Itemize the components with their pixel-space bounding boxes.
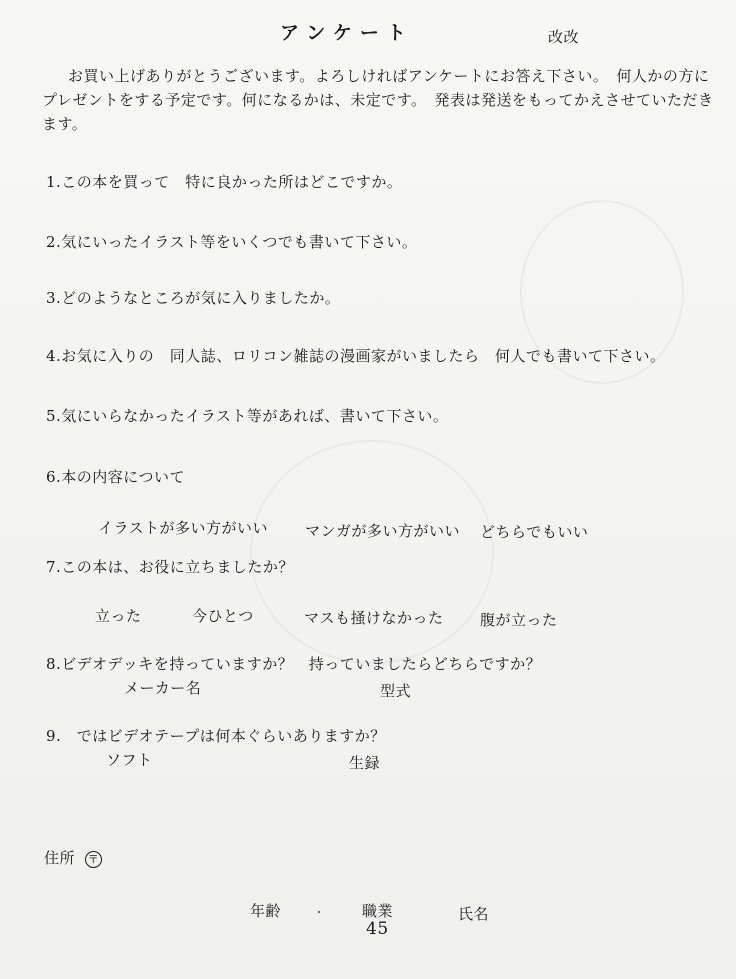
question-9: 9. ではビデオテープは何本ぐらいありますか？: [46, 727, 386, 745]
question-5: 5.気にいらなかったイラスト等があれば、書いて下さい。: [46, 407, 449, 425]
field-label-model: 型式: [380, 682, 412, 700]
field-label-recording: 生録: [349, 754, 381, 772]
field-label-soft: ソフト: [106, 751, 153, 769]
intro-paragraph: お買い上げありがとうございます。よろしければアンケートにお答え下さい。 何人かの方にプレゼントをする予定です。何になるかは、未定です。 発表は発送をもってかえさせていただきます。: [42, 67, 714, 133]
question-3: 3.どのようなところが気に入りましたか。: [46, 289, 341, 307]
question-1: 1.この本を買って 特に良かった所はどこですか。: [46, 173, 403, 191]
name-label: 氏名: [458, 905, 490, 923]
question-6: 6.本の内容について: [46, 468, 186, 486]
postal-mark-icon: 〒: [85, 851, 102, 868]
dot-mark: [318, 911, 320, 913]
question-4: 4.お気に入りの 同人誌、ロリコン雑誌の漫画家がいましたら 何人でも書いて下さい。: [46, 347, 666, 365]
option-more-manga[interactable]: マンガが多い方がいい: [305, 522, 461, 540]
show-through-shape: [250, 440, 494, 664]
option-so-so[interactable]: 今ひとつ: [192, 607, 254, 625]
question-7: 7.この本は、お役に立ちましたか？: [46, 558, 294, 576]
option-more-illustrations[interactable]: イラストが多い方がいい: [98, 519, 269, 537]
handwritten-mark: 改改: [548, 28, 580, 46]
option-angry[interactable]: 腹が立った: [480, 611, 558, 629]
option-useless[interactable]: マスも掻けなかった: [304, 609, 444, 627]
question-2: 2.気にいったイラスト等をいくつでも書いて下さい。: [46, 233, 418, 251]
page-number: 45: [366, 919, 389, 939]
question-8: 8.ビデオデッキを持っていますか？ 持っていましたらどちらですか？: [46, 655, 542, 673]
address-label-text: 住所: [44, 849, 76, 867]
page-title: アンケート: [280, 22, 414, 44]
field-label-maker: メーカー名: [124, 679, 202, 697]
occupation-label: 職業: [362, 902, 394, 920]
age-label: 年齢: [250, 902, 282, 920]
option-helpful[interactable]: 立った: [95, 607, 142, 625]
option-either[interactable]: どちらでもいい: [480, 523, 589, 541]
address-label: [44, 847, 102, 868]
